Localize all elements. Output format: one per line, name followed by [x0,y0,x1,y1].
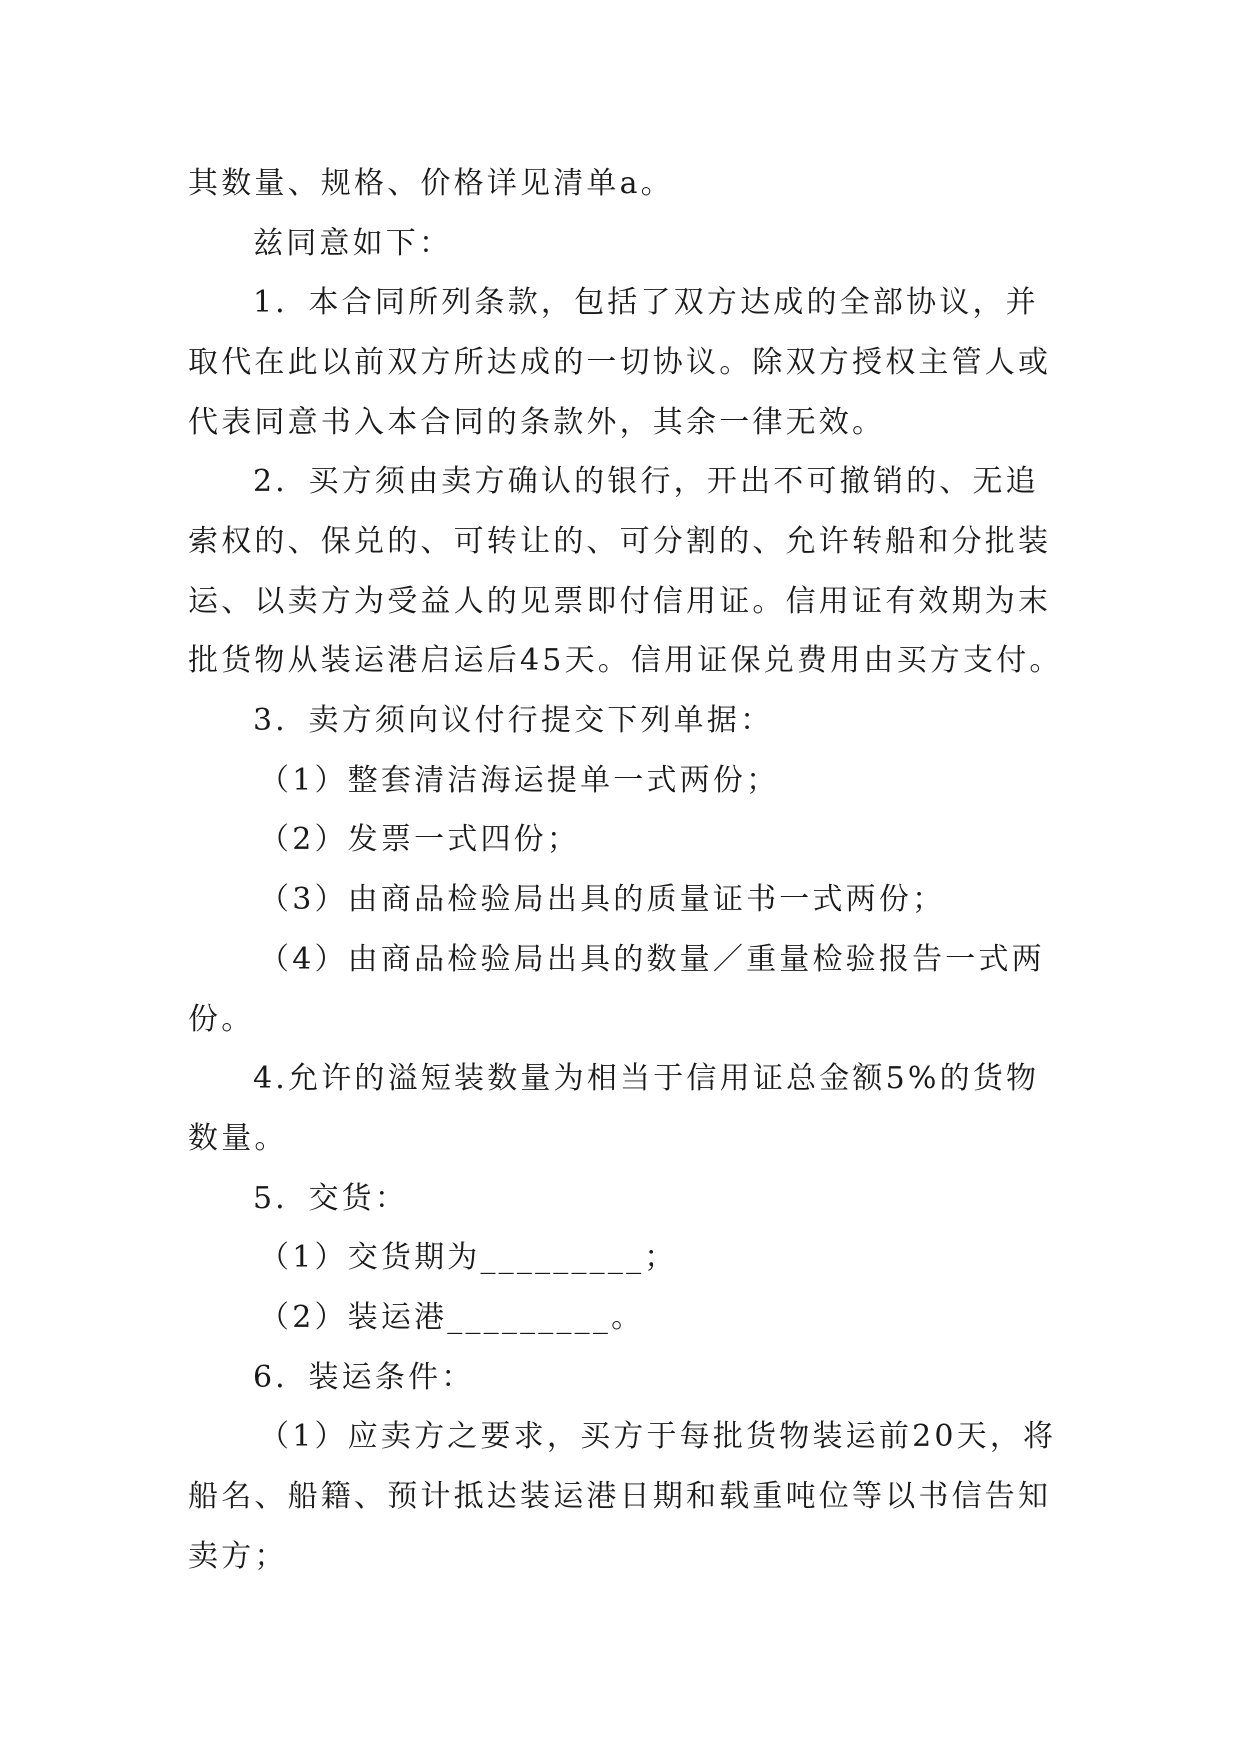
text-line-18: 5．交货： [253,1181,409,1216]
text-line-16: 4.允许的溢短装数量为相当于信用证总金额5%的货物 [253,1061,1040,1096]
text-line-22: （1）应卖方之要求，买方于每批货物装运前20天，将 [259,1419,1057,1454]
text-line-11: （1）整套清洁海运提单一式两份； [259,763,780,798]
text-line-19: （1）交货期为_________； [259,1240,678,1275]
text-line-14: （4）由商品检验局出具的数量／重量检验报告一式两 [259,942,1045,977]
text-line-12: （2）发票一式四份； [259,822,581,857]
text-line-3: 1．本合同所列条款，包括了双方达成的全部协议，并 [253,285,1039,320]
text-line-17: 数量。 [188,1121,288,1156]
text-line-5: 代表同意书入本合同的条款外，其余一律无效。 [188,405,886,440]
text-line-10: 3．卖方须向议付行提交下列单据： [253,703,774,738]
text-line-7: 索权的、保兑的、可转让的、可分割的、允许转船和分批装 [188,524,1052,559]
text-line-24: 卖方； [188,1539,288,1574]
text-line-4: 取代在此以前双方所达成的一切协议。除双方授权主管人或 [188,345,1052,380]
text-line-20: （2）装运港_________。 [259,1300,645,1335]
text-line-15: 份。 [188,1002,255,1037]
text-line-1: 其数量、规格、价格详见清单a。 [188,166,674,201]
text-line-21: 6．装运条件： [253,1360,475,1395]
text-line-6: 2．买方须由卖方确认的银行，开出不可撤销的、无追 [253,464,1039,499]
text-line-9: 批货物从装运港启运后45天。信用证保兑费用由买方支付。 [188,643,1063,678]
text-line-13: （3）由商品检验局出具的质量证书一式两份； [259,882,946,917]
text-line-2: 兹同意如下： [253,226,453,261]
text-line-8: 运、以卖方为受益人的见票即付信用证。信用证有效期为末 [188,584,1052,619]
text-line-23: 船名、船籍、预计抵达装运港日期和载重吨位等以书信告知 [188,1479,1052,1514]
